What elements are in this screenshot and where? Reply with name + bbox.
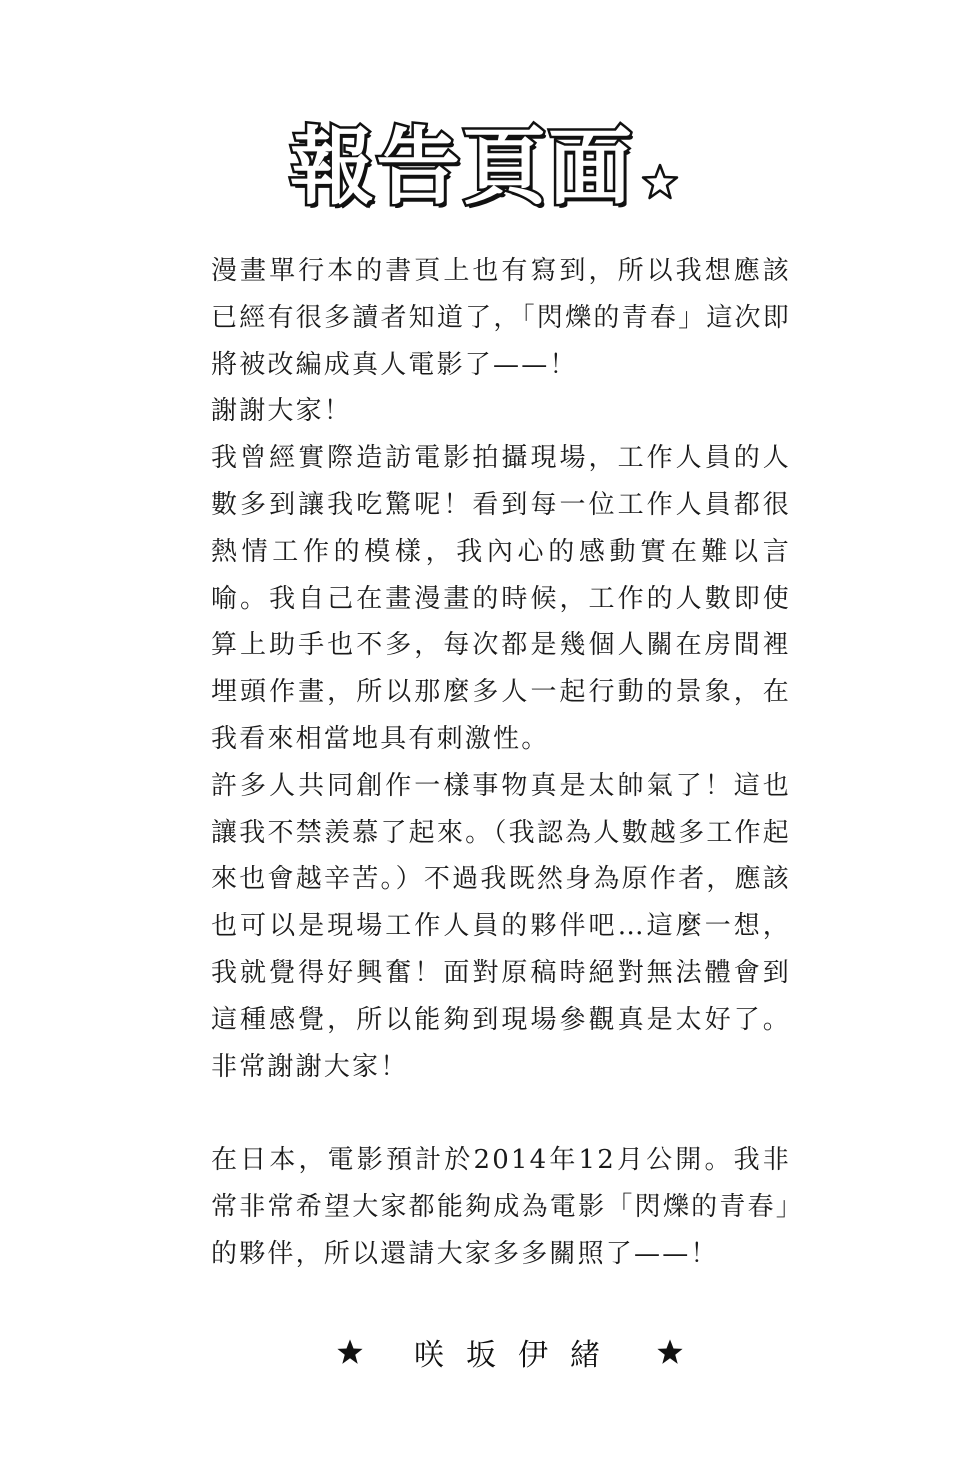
star-icon [336, 1338, 364, 1366]
title-block [290, 112, 710, 222]
author-signature: 咲坂伊緒 [414, 1338, 622, 1373]
paragraph-release: 在日本，電影預計於2014年12月公開。我非常非常希望大家都能夠成為電影「閃爍的青春」的夥伴，所以還請大家多多關照了——！ [211, 1145, 791, 1269]
star-icon [640, 162, 680, 202]
article-body [211, 248, 791, 1278]
paragraph-set-visit: 我曾經實際造訪電影拍攝現場，工作人員的人數多到讓我吃驚呢！看到每一位工作人員都很熱情工作的模樣，我內心的感動實在難以言喻。我自己在畫漫畫的時候，工作的人數即使算上助手也不多，每次都是幾個人關在房間裡埋頭作畫，所以那麼多人一起行動的景象，在我看來相當地具有刺激性。 [211, 443, 791, 754]
paragraph-intro: 漫畫單行本的書頁上也有寫到，所以我想應該已經有很多讀者知道了，「閃爍的青春」這次即將被改編成真人電影了——！ [211, 256, 791, 380]
signature-block [330, 1322, 690, 1382]
star-icon [656, 1338, 684, 1366]
paragraph-spacer [211, 1090, 791, 1137]
paragraph-collaboration: 許多人共同創作一樣事物真是太帥氣了！這也讓我不禁羨慕了起來。（我認為人數越多工作起來也會越辛苦。）不過我既然身為原作者，應該也可以是現場工作人員的夥伴吧…這麼一想，我就覺得好興奮！面對原稿時絕對無法體會到這種感覺，所以能夠到現場參觀真是太好了。非常謝謝大家！ [211, 770, 791, 1082]
page-title: 報告頁面 [290, 118, 635, 216]
paragraph-thanks: 謝謝大家！ [211, 396, 353, 427]
